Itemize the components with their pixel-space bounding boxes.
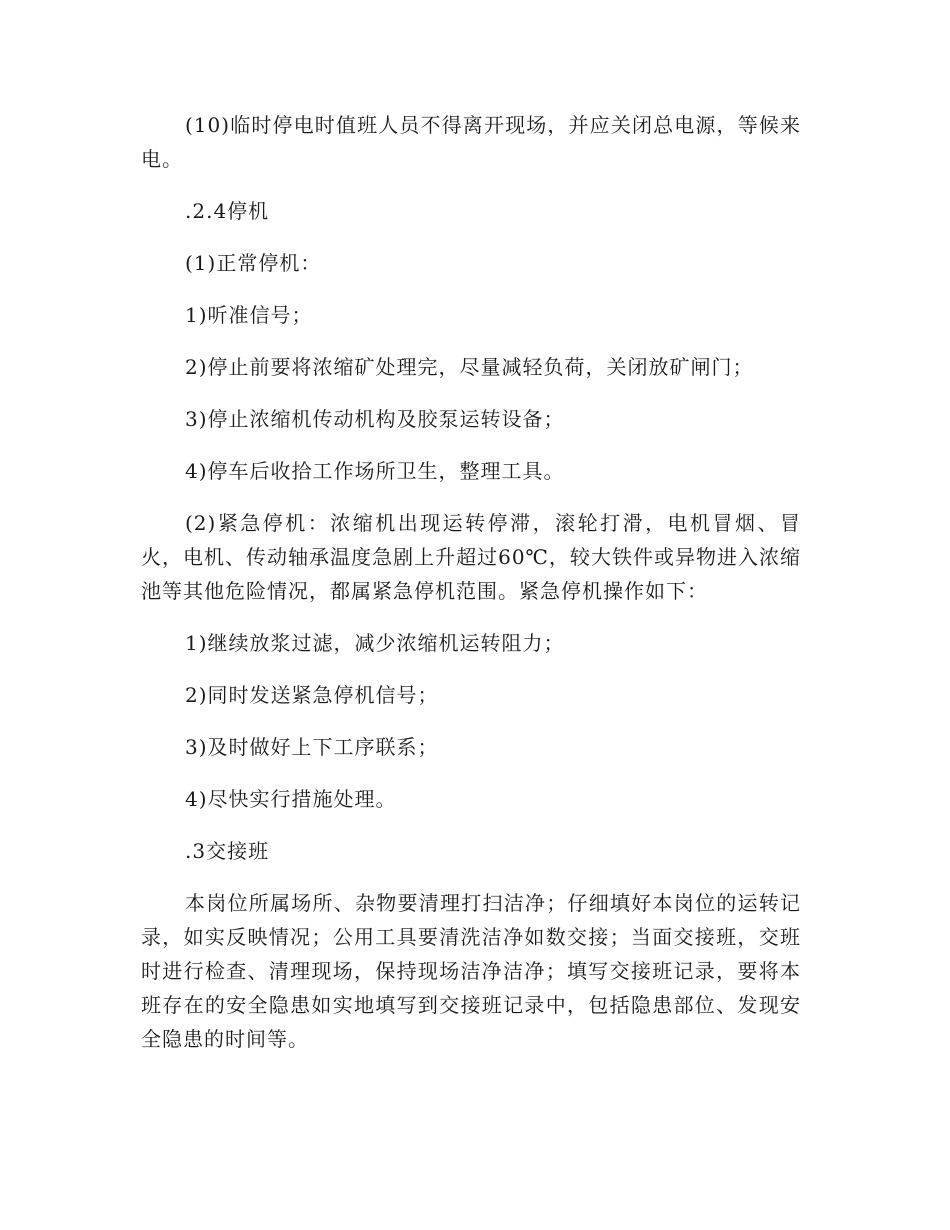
list-item-normal-3: 3)停止浓缩机传动机构及胶泵运转设备； xyxy=(185,407,565,431)
subheading-normal-shutdown: (1)正常停机： xyxy=(185,251,322,275)
list-item-normal-2: 2)停止前要将浓缩矿处理完，尽量减轻负荷，关闭放矿闸门； xyxy=(185,355,754,379)
document-body xyxy=(141,108,801,1056)
list-item-normal-4: 4)停车后收拾工作场所卫生，整理工具。 xyxy=(185,459,565,483)
paragraph-temporary-power-outage: (10)临时停电时值班人员不得离开现场，并应关闭总电源，等候来电。 xyxy=(141,113,801,171)
list-item-emergency-1: 1)继续放浆过滤，减少浓缩机运转阻力； xyxy=(185,631,565,655)
section-heading-shutdown: .2.4停机 xyxy=(185,199,270,223)
list-item-emergency-4: 4)尽快实行措施处理。 xyxy=(185,787,397,811)
list-item-emergency-3: 3)及时做好上下工序联系； xyxy=(185,735,439,759)
section-heading-shift-handover: .3交接班 xyxy=(185,839,270,863)
paragraph-emergency-shutdown: (2)紧急停机：浓缩机出现运转停滞，滚轮打滑，电机冒烟、冒火，电机、传动轴承温度急剧上升超过60℃，较大铁件或异物进入浓缩池等其他危险情况，都属紧急停机范围。紧急停机操作如下： xyxy=(141,511,801,603)
list-item-normal-1: 1)听准信号； xyxy=(185,303,313,327)
list-item-emergency-2: 2)同时发送紧急停机信号； xyxy=(185,683,439,707)
paragraph-shift-handover: 本岗位所属场所、杂物要清理打扫洁净；仔细填好本岗位的运转记录，如实反映情况；公用工具要清洗洁净如数交接；当面交接班，交班时进行检查、清理现场，保持现场洁净洁净；填写交接班记录，要将本班存在的安全隐患如实地填写到交接班记录中，包括隐患部位、发现安全隐患的时间等。 xyxy=(141,891,801,1051)
